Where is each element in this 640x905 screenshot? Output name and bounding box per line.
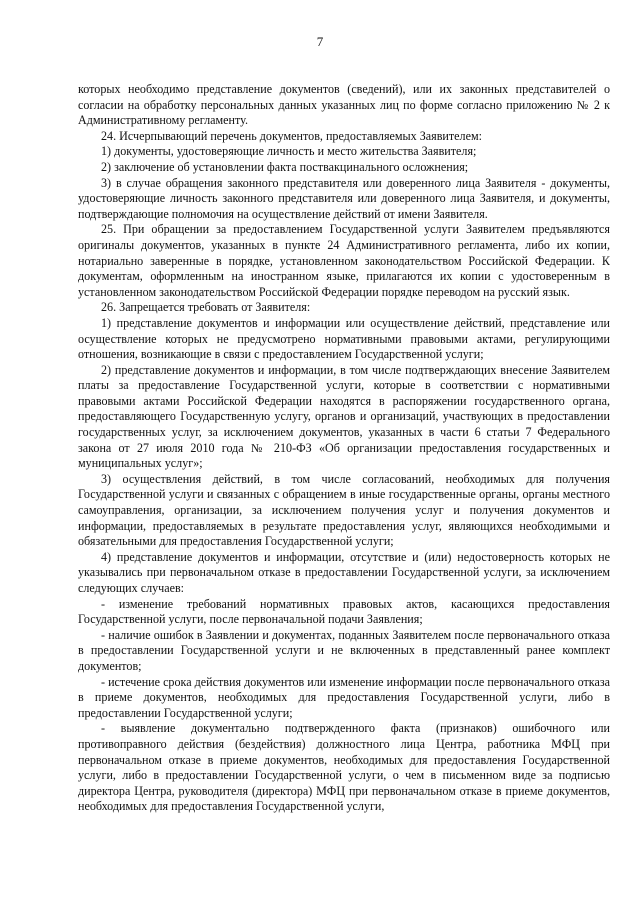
document-body — [78, 82, 610, 815]
page-number: 7 — [316, 34, 324, 49]
paragraph: - наличие ошибок в Заявлении и документах, поданных Заявителем после первоначального отказа в предоставлении Государственной услуги и не включенных в представленный ранее комплект документов; — [78, 627, 610, 673]
paragraph: 4) представление документов и информации, отсутствие и (или) недостоверность которых не указывались при первоначальном отказе в предоставлении Государственной услуги, за исключением следующих случаев: — [78, 549, 610, 595]
paragraph: - выявление документально подтвержденного факта (признаков) ошибочного или противоправного действия (бездействия) должностного лица Центра, работника МФЦ при первоначальном отказе в приеме документов, необходимых для предоставления Государственной услуги, либо в предоставлении Государственной услуги, о чем в письменном виде за подписью директора Центра, руководителя (директора) МФЦ при первоначальном отказе в приеме документов, необходимых для предоставления Государственной услуги, — [78, 721, 610, 814]
paragraph: 3) осуществления действий, в том числе согласований, необходимых для получения Государственной услуги и связанных с обращением в иные государственные органы, органы местного самоуправления, организации, за исключением получения услуг и получения документов и информации, предоставляемых в результате предоставления услуг, являющихся необходимыми и обязательными для предоставления Государственной услуги; — [78, 471, 610, 549]
paragraph: - истечение срока действия документов или изменение информации после первоначального отказа в приеме документов, необходимых для предоставления Государственной услуги, либо в предоставлении Государственной услуги; — [78, 674, 610, 720]
paragraph: 25. При обращении за предоставлением Государственной услуги Заявителем предъявляются оригиналы документов, указанных в пункте 24 Административного регламента, либо их копии, нотариально заверенные в порядке, установленном законодательством Российской Федерации. К документам, оформленным на иностранном языке, прилагаются их копии с удостоверенным в установленном законодательством Российской Федерации порядке переводом на русский язык. — [78, 222, 610, 299]
paragraph: 26. Запрещается требовать от Заявителя: — [101, 300, 311, 315]
paragraph: 2) представление документов и информации, в том числе подтверждающих внесение Заявителем платы за предоставление Государственной услуги, которые в соответствии с нормативными правовыми актами Российской Федерации находятся в распоряжении государственного органа, предоставляющего Государственную услугу, органов и организаций, участвующих в предоставлении государственных услуг, за исключением документов, указанных в части 6 статьи 7 Федерального закона от 27 июля 2010 года № 210-ФЗ «Об организации предоставления государственных и муниципальных услуг»; — [78, 362, 610, 471]
paragraph: 24. Исчерпывающий перечень документов, предоставляемых Заявителем: — [101, 128, 482, 143]
paragraph: 3) в случае обращения законного представителя или доверенного лица Заявителя - документы, удостоверяющие личность законного представителя или доверенного лица Заявителя, и документы, подтверждающие полномочия на осуществление действий от имени Заявителя. — [78, 175, 610, 221]
paragraph: которых необходимо представление документов (сведений), или их законных представителей о согласии на обработку персональных данных указанных лиц по форме согласно приложению № 2 к Административному регламенту. — [78, 82, 610, 128]
paragraph: - изменение требований нормативных правовых актов, касающихся предоставления Государственной услуги, после первоначальной подачи Заявления; — [78, 596, 610, 627]
paragraph: 2) заключение об установлении факта поствакцинального осложнения; — [101, 159, 469, 174]
paragraph: 1) документы, удостоверяющие личность и место жительства Заявителя; — [101, 144, 477, 159]
paragraph: 1) представление документов и информации или осуществление действий, представление или осуществление которых не предусмотрено нормативными правовыми актами, регулирующими отношения, возникающие в связи с предоставлением Государственной услуги; — [78, 315, 610, 362]
